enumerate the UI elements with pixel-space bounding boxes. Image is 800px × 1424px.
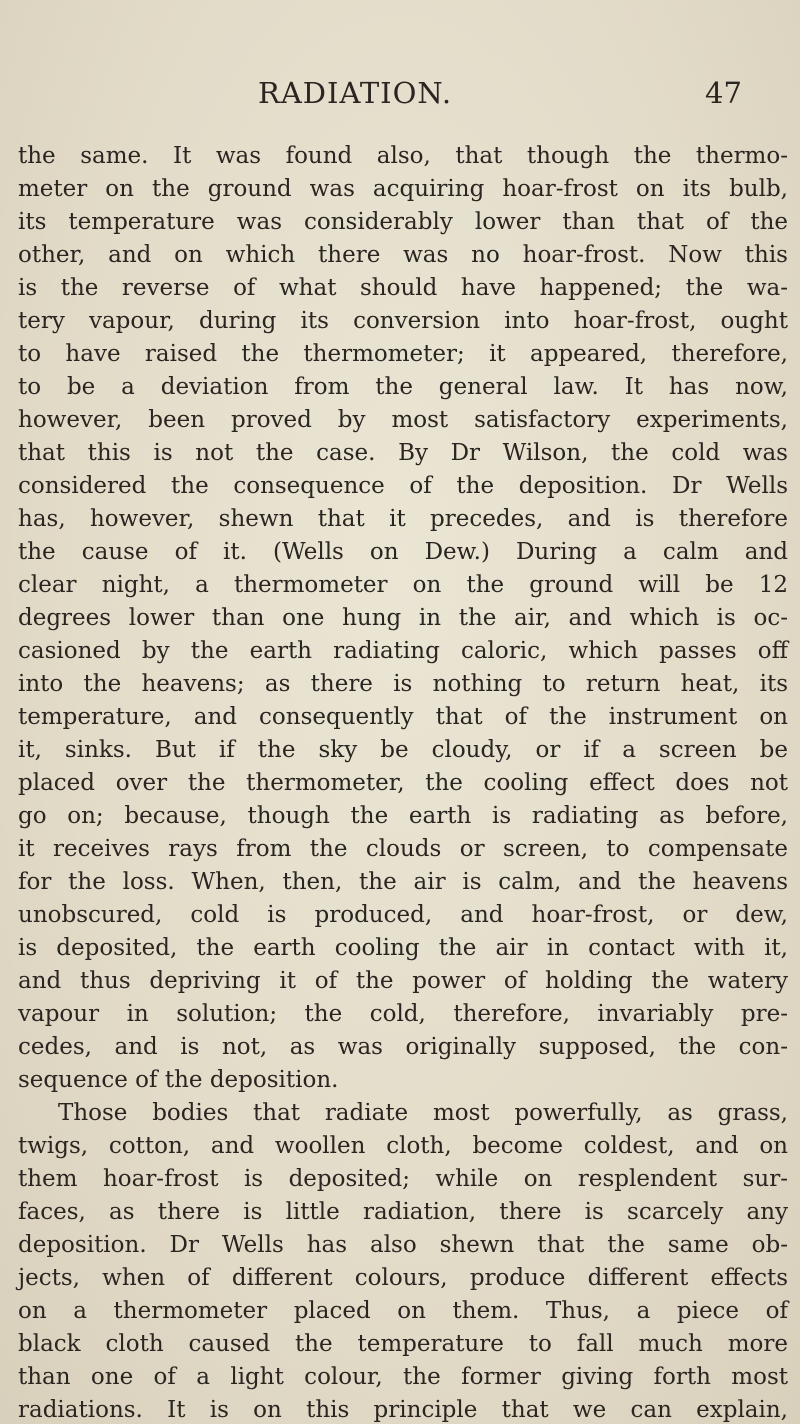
text-line: black cloth caused the temperature to fall much more (18, 1331, 788, 1357)
page-number: 47 (705, 76, 742, 110)
text-line: casioned by the earth radiating caloric, which passes off (18, 638, 788, 664)
text-line: faces, as there is little radiation, there is scarcely any (18, 1199, 788, 1225)
text-line: placed over the thermometer, the cooling effect does not (18, 770, 788, 796)
text-line: clear night, a thermometer on the ground will be 12 (18, 572, 788, 598)
text-line: jects, when of different colours, produce different effects (18, 1265, 788, 1291)
text-line: however, been proved by most satisfactory experiments, (18, 407, 788, 433)
text-line: twigs, cotton, and woollen cloth, become coldest, and on (18, 1133, 788, 1159)
text-line: meter on the ground was acquiring hoar-frost on its bulb, (18, 176, 788, 202)
text-line: go on; because, though the earth is radiating as before, (18, 803, 788, 829)
text-line: and thus depriving it of the power of holding the watery (18, 968, 788, 994)
text-line: it receives rays from the clouds or screen, to compensate (18, 836, 788, 862)
text-line: to be a deviation from the general law. It has now, (18, 374, 788, 400)
text-line: unobscured, cold is produced, and hoar-frost, or dew, (18, 902, 788, 928)
text-line: its temperature was considerably lower than that of the (18, 209, 788, 235)
text-line: on a thermometer placed on them. Thus, a piece of (18, 1298, 788, 1324)
text-line: sequence of the deposition. (18, 1067, 339, 1093)
text-line: than one of a light colour, the former giving forth most (18, 1364, 788, 1390)
text-line: tery vapour, during its conversion into hoar-frost, ought (18, 308, 788, 334)
page-header (0, 72, 800, 112)
text-line: cedes, and is not, as was originally supposed, the con- (18, 1034, 788, 1060)
running-title: RADIATION. (258, 76, 453, 110)
text-line: the same. It was found also, that though the thermo- (18, 143, 788, 169)
text-line: other, and on which there was no hoar-frost. Now this (18, 242, 788, 268)
text-line: considered the consequence of the deposition. Dr Wells (18, 473, 788, 499)
text-line: is the reverse of what should have happened; the wa- (18, 275, 788, 301)
text-line: deposition. Dr Wells has also shewn that the same ob- (18, 1232, 788, 1258)
text-line: degrees lower than one hung in the air, and which is oc- (18, 605, 788, 631)
text-line: them hoar-frost is deposited; while on resplendent sur- (18, 1166, 788, 1192)
text-line: temperature, and consequently that of the instrument on (18, 704, 788, 730)
text-line: Those bodies that radiate most powerfully, as grass, (58, 1100, 788, 1126)
text-line: for the loss. When, then, the air is calm, and the heavens (18, 869, 788, 895)
text-line: has, however, shewn that it precedes, and is therefore (18, 506, 788, 532)
text-line: vapour in solution; the cold, therefore, invariably pre- (18, 1001, 788, 1027)
text-line: that this is not the case. By Dr Wilson, the cold was (18, 440, 788, 466)
text-line: to have raised the thermometer; it appeared, therefore, (18, 341, 788, 367)
text-line: it, sinks. But if the sky be cloudy, or if a screen be (18, 737, 788, 763)
text-line: is deposited, the earth cooling the air in contact with it, (18, 935, 788, 961)
text-line: into the heavens; as there is nothing to return heat, its (18, 671, 788, 697)
text-line: the cause of it. (Wells on Dew.) During a calm and (18, 539, 788, 565)
text-line: radiations. It is on this principle that we can explain, (18, 1397, 788, 1423)
